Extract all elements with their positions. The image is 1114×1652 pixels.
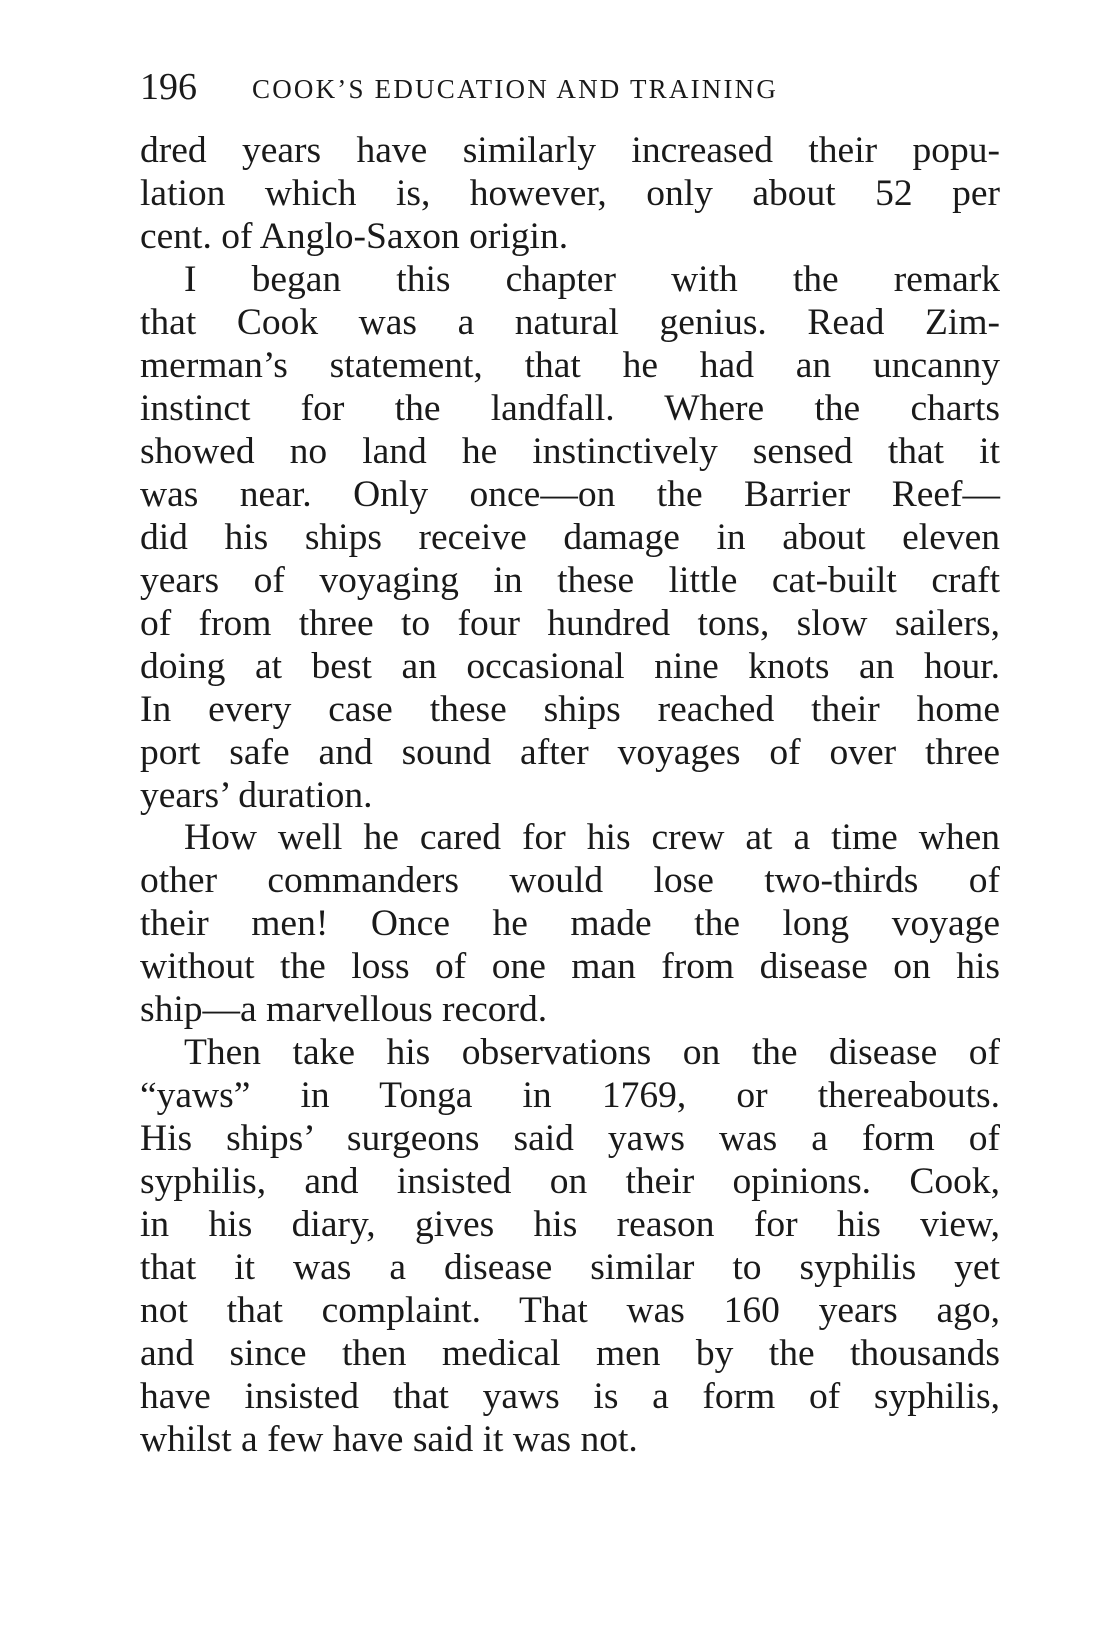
text-line: showed no land he instinctively sensed that it xyxy=(140,431,1000,472)
text-line: was near. Only once—on the Barrier Reef— xyxy=(140,474,1000,515)
text-line: instinct for the landfall. Where the charts xyxy=(140,388,1000,429)
text-line: did his ships receive damage in about eleven xyxy=(140,517,1000,558)
text-line: that it was a disease similar to syphilis yet xyxy=(140,1247,1000,1288)
text-line: port safe and sound after voyages of over three xyxy=(140,732,1000,773)
text-line: not that complaint. That was 160 years ago, xyxy=(140,1290,1000,1331)
text-line: syphilis, and insisted on their opinions. Cook, xyxy=(140,1161,1000,1202)
text-line: years’ duration. xyxy=(140,775,373,816)
text-line: in his diary, gives his reason for his view, xyxy=(140,1204,1000,1245)
text-line: In every case these ships reached their home xyxy=(140,689,1000,730)
text-line: cent. of Anglo-Saxon origin. xyxy=(140,216,569,257)
text-line: that Cook was a natural genius. Read Zim- xyxy=(140,302,1000,343)
text-line: years of voyaging in these little cat-built craft xyxy=(140,560,1000,601)
text-line: whilst a few have said it was not. xyxy=(140,1419,638,1460)
text-line: merman’s statement, that he had an uncanny xyxy=(140,345,1000,386)
text-line: have insisted that yaws is a form of syphilis, xyxy=(140,1376,1000,1417)
page-number: 196 xyxy=(140,66,197,108)
text-line: lation which is, however, only about 52 per xyxy=(140,173,1000,214)
text-line: I began this chapter with the remark xyxy=(184,259,1000,300)
text-line: other commanders would lose two-thirds of xyxy=(140,860,1000,901)
text-line: His ships’ surgeons said yaws was a form of xyxy=(140,1118,1000,1159)
text-line: ship—a marvellous record. xyxy=(140,989,548,1030)
running-header xyxy=(140,62,1020,112)
running-title: COOK’S EDUCATION AND TRAINING xyxy=(252,74,779,104)
text-line: their men! Once he made the long voyage xyxy=(140,903,1000,944)
text-line: How well he cared for his crew at a time when xyxy=(184,817,1000,858)
text-line: doing at best an occasional nine knots an hour. xyxy=(140,646,1000,687)
text-line: without the loss of one man from disease on his xyxy=(140,946,1000,987)
text-line: Then take his observations on the disease of xyxy=(184,1032,1000,1073)
text-line: “yaws” in Tonga in 1769, or thereabouts. xyxy=(140,1075,1000,1116)
text-line: of from three to four hundred tons, slow sailers, xyxy=(140,603,1000,644)
text-line: and since then medical men by the thousands xyxy=(140,1333,1000,1374)
text-line: dred years have similarly increased their popu- xyxy=(140,130,1000,171)
